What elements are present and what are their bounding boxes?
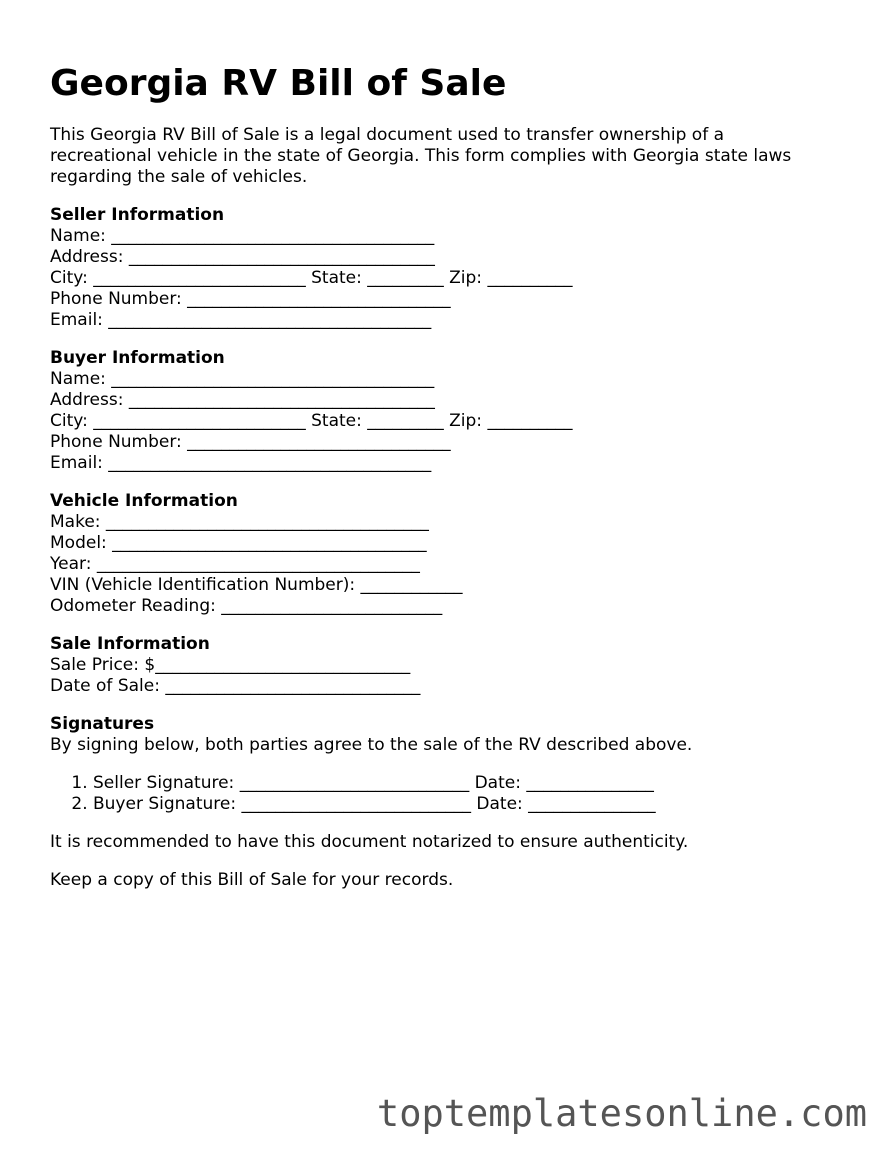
seller-phone-field: Phone Number: _______________________________ [50,289,451,309]
signatures-statement: By signing below, both parties agree to the sale of the RV described above. [50,735,693,755]
vehicle-heading: Vehicle Information [50,491,238,511]
sale-date-field: Date of Sale: ______________________________ [50,676,421,696]
notarize-note: It is recommended to have this document notarized to ensure authenticity. [50,832,689,852]
seller-heading: Seller Information [50,205,225,225]
watermark-text: toptemplatesonline.com [376,1092,867,1135]
seller-section [50,205,850,331]
sale-heading: Sale Information [50,634,210,654]
signatures-section [50,714,850,815]
buyer-phone-field: Phone Number: _______________________________ [50,432,451,452]
seller-city-state-zip-field: City: _________________________ State: _________ Zip: __________ [50,268,573,288]
vehicle-section [50,491,850,617]
seller-email-field: Email: ______________________________________ [50,310,432,330]
vehicle-odometer-field: Odometer Reading: __________________________ [50,596,443,616]
seller-signature-line: 1. Seller Signature: ___________________________ Date: _______________ [93,773,850,794]
sale-section [50,634,850,697]
page-title: Georgia RV Bill of Sale [50,63,507,104]
seller-address-field: Address: ____________________________________ [50,247,435,267]
keep-copy-note: Keep a copy of this Bill of Sale for your records. [50,870,454,890]
vehicle-model-field: Model: _____________________________________ [50,533,427,553]
vehicle-vin-field: VIN (Vehicle Identification Number): ____________ [50,575,463,595]
buyer-name-field: Name: ______________________________________ [50,369,435,389]
buyer-heading: Buyer Information [50,348,225,368]
buyer-address-field: Address: ____________________________________ [50,390,435,410]
document-page [50,60,850,908]
vehicle-year-field: Year: ______________________________________ [50,554,420,574]
buyer-signature-line: 2. Buyer Signature: ___________________________ Date: _______________ [93,794,850,815]
buyer-section [50,348,850,474]
seller-name-field: Name: ______________________________________ [50,226,435,246]
buyer-email-field: Email: ______________________________________ [50,453,432,473]
sale-price-field: Sale Price: $______________________________ [50,655,411,675]
vehicle-make-field: Make: ______________________________________ [50,512,429,532]
signature-list [50,773,850,815]
buyer-city-state-zip-field: City: _________________________ State: _________ Zip: __________ [50,411,573,431]
signatures-heading: Signatures [50,714,155,734]
intro-paragraph: This Georgia RV Bill of Sale is a legal document used to transfer ownership of a recreational vehicle in the state of Georgia. This form complies with Georgia state laws regarding the sale of vehicles. [50,125,792,187]
